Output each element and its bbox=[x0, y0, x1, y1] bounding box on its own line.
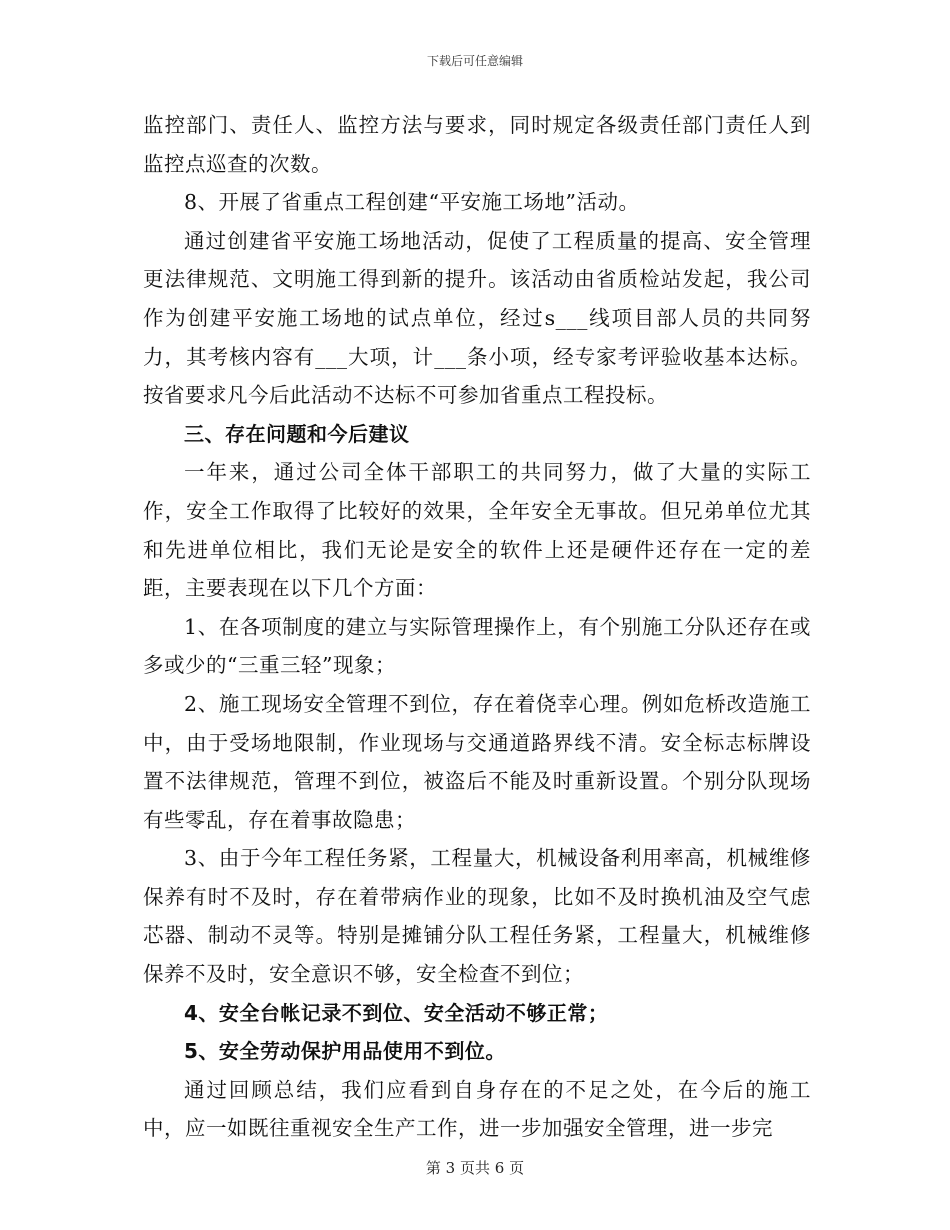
page-header: 下载后可任意编辑 bbox=[426, 54, 523, 68]
paragraph-issue-1: 1、在各项制度的建立与实际管理操作上，有个别施工分队还存在或多或少的“三重三轻”现象； bbox=[143, 614, 811, 678]
paragraph-issue-3: 3、由于今年工程任务紧，工程量大，机械设备利用率高，机械维修保养有时不及时，存在着带病作业的现象，比如不及时换机油及空气虑芯器、制动不灵等。特别是摊铺分队工程任务紧，工程量大，机械维修保养不及时，安全意识不够，安全检查不到位； bbox=[143, 846, 811, 987]
paragraph-safe-site-activity: 通过创建省平安施工场地活动，促使了工程质量的提高、安全管理更法律规范、文明施工得到新的提升。该活动由省质检站发起，我公司作为创建平安施工场地的试点单位，经过s___线项目部人员的共同努力，其考核内容有___大项，计___条小项，经专家考评验收基本达标。按省要求凡今后此活动不达标不可参加省重点工程投标。 bbox=[143, 228, 811, 408]
page-footer: 第 3 页共 6 页 bbox=[425, 1159, 525, 1177]
paragraph-issue-2: 2、施工现场安全管理不到位，存在着侥幸心理。例如危桥改造施工中，由于受场地限制，作业现场与交通道路界线不清。安全标志标牌设置不法律规范，管理不到位，被盗后不能及时重新设置。个别分队现场有些零乱，存在着事故隐患； bbox=[143, 691, 811, 832]
section-heading-3: 三、存在问题和今后建议 bbox=[184, 421, 410, 446]
document-body bbox=[143, 106, 811, 1148]
paragraph-issue-4: 4、安全台帐记录不到位、安全活动不够正常； bbox=[184, 1000, 609, 1025]
paragraph-year-review: 一年来，通过公司全体干部职工的共同努力，做了大量的实际工作，安全工作取得了比较好的效果，全年安全无事故。但兄弟单位尤其和先进单位相比，我们无论是安全的软件上还是硬件还存在一定的差距，主要表现在以下几个方面： bbox=[143, 460, 811, 601]
paragraph-issue-5: 5、安全劳动保护用品使用不到位。 bbox=[184, 1039, 506, 1064]
paragraph-conclusion: 通过回顾总结，我们应看到自身存在的不足之处，在今后的施工中，应一如既往重视安全生产工作，进一步加强安全管理，进一步完 bbox=[143, 1077, 811, 1141]
paragraph-item-8: 8、开展了省重点工程创建“平安施工场地”活动。 bbox=[184, 190, 640, 215]
paragraph-monitoring: 监控部门、责任人、监控方法与要求，同时规定各级责任部门责任人到监控点巡查的次数。 bbox=[143, 113, 811, 176]
